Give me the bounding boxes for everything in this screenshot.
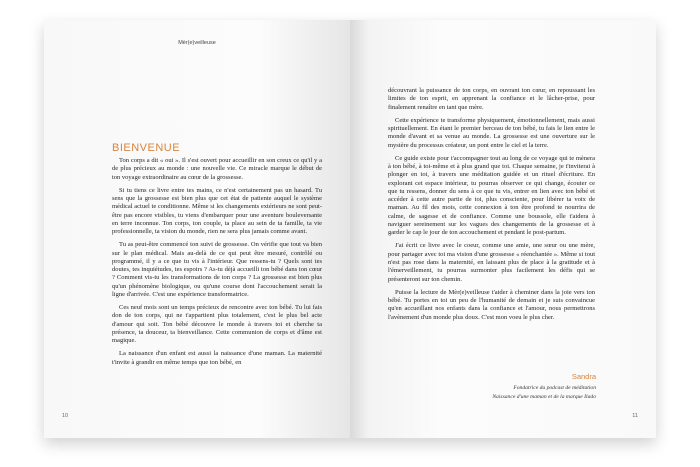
paragraph: Puisse la lecture de Mèr(e)veilleuse t'aider à cheminer dans la joie vers ton bébé. Tu portes en toi un peu de l'humanité de demain et je suis convaincue qu'en accueillant nos enfants dans la confiance et l'amour, nous permettrons l'avènement d'un monde plus doux. C'est mon voeu le plus cher. [388, 288, 595, 321]
right-page [350, 20, 656, 438]
paragraph: Ton corps a dit « oui ». Il s'est ouvert pour accueillir en son creux ce qu'il y a de plus précieux au monde : une nouvelle vie. Ce miracle marque le début de ton voyage extraordinaire au cœur de la grossesse. [112, 157, 322, 181]
left-page [44, 20, 350, 438]
chapter-title: BIENVENUE [112, 142, 181, 154]
signature-name: Sandra [571, 372, 596, 381]
paragraph: Tu as peut-être commencé ton suivi de grossesse. On vérifie que tout va bien sur le plan médical. Mais au-delà de ce qui peut être mesuré, contrôlé ou programmé, il y a ce que tu vis à l'intérieur. Que ressens-tu ? Quels sont tes doutes, tes inquiétudes, tes espoirs ? As-tu déjà accueilli ton bébé dans ton cœur ? Comment vis-tu les transformations de ton corps ? La grossesse est bien plus qu'un phénomène biologique, ou qu'une course dont l'accouchement serait la ligne d'arrivée. C'est une expérience transformatrice. [112, 241, 322, 299]
running-head: Mèr(e)veilleuse [178, 40, 216, 46]
right-body-text [388, 87, 595, 327]
paragraph: Cette expérience te transforme physiquement, émotionnellement, mais aussi spirituellement. En étant le premier berceau de ton bébé, tu fais le lien entre le monde d'avant et sa venue au monde. La grossesse est une ouverture sur le mystère du processus créateur, un pont entre le ciel et la terre. [388, 116, 595, 149]
paragraph: Ce guide existe pour t'accompagner tout au long de ce voyage qui te mènera à ton bébé, à toi-même et à plus grand que toi. Chaque semaine, je t'inviterai à plonger en toi, à travers une méditation guidée et un rituel d'écriture. En explorant cet espace intérieur, tu pourras observer ce qui change, écouter ce que tu ressens, donner du sens à ce que tu vis, entrer en lien avec ton bébé et accéder à cette autre partie de toi, plus consciente, pour libérer ta voix de maman. Au fil des mois, cette connexion à ton être profond te nourrira de calme, de sagesse et de confiance. Comme une boussole, elle t'aidera à naviguer sereinement sur les vagues des changements de la grossesse et à garder le cap le jour de ton accouchement et pendant le post-partum. [388, 154, 595, 237]
paragraph: Ces neuf mois sont un temps précieux de rencontre avec ton bébé. Tu lui fais don de ton corps, qui ne t'appartient plus totalement, c'est le plus bel acte d'amour qui soit. Ton bébé découvre le monde à travers toi et cherche ta présence, ta douceur, ta bienveillance. Cette communion de corps et d'âme est magique. [112, 304, 322, 345]
paragraph: Si tu tiens ce livre entre tes mains, ce n'est certainement pas un hasard. Tu sens que la grossesse est bien plus que cet état de patiente auquel le système médical actuel te conditionne. Même si les changements extérieurs ne sont peut-être pas encore visibles, tu viens d'embarquer pour une aventure bouleversante en terre inconnue. Ton corps, ton couple, ta place au sein de ta famille, ta vie professionnelle, ta vision du monde, rien ne sera plus jamais comme avant. [112, 186, 322, 236]
page-number-right: 11 [632, 413, 638, 419]
left-body-text [112, 157, 322, 372]
signature-title-line-1: Fondatrice du podcast de méditation [513, 385, 596, 391]
paragraph: La naissance d'un enfant est aussi la naissance d'une maman. La maternité t'invite à grandir en même temps que ton bébé, en [112, 350, 322, 366]
book-spread [44, 20, 656, 438]
page-number-left: 10 [62, 413, 69, 419]
paragraph: J'ai écrit ce livre avec le coeur, comme une amie, une sœur ou une mère, pour partager avec toi ma vision d'une grossesse « réenchantée ». Même si tout n'est pas rose dans la maternité, en laissant plus de place à la gratitude et à l'émerveillement, tu pourras surmonter plus facilement les défis qui se présenteront sur ton chemin. [388, 242, 595, 283]
signature-title-line-2: Naissance d'une maman et de la marque Ilado [492, 394, 596, 400]
paragraph: découvrant la puissance de ton corps, en ouvrant ton cœur, en repoussant les limites de ton esprit, en apprenant la confiance et le lâcher-prise, pour finalement renaître en tant que mère. [388, 87, 595, 111]
